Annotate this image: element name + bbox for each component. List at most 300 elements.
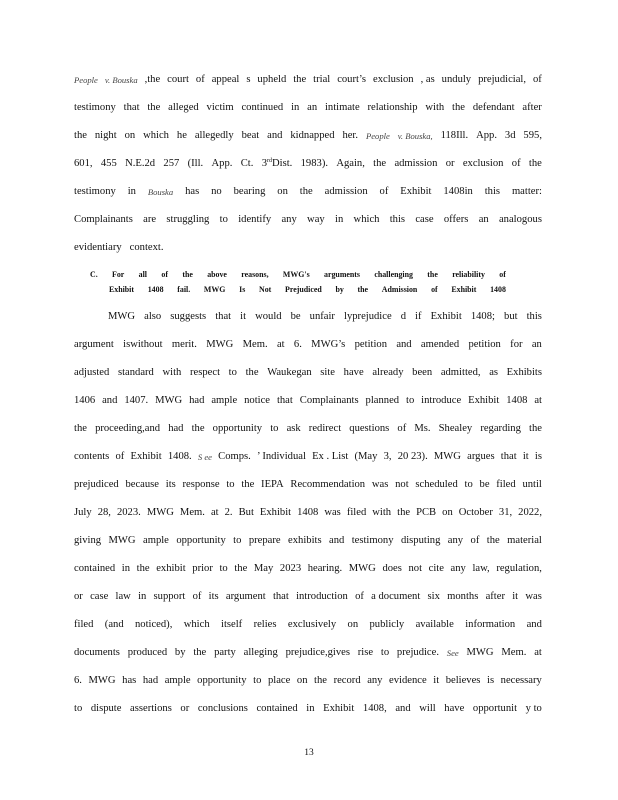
heading-word: the xyxy=(357,285,369,294)
word: at xyxy=(534,395,542,406)
word: evidence xyxy=(389,675,427,686)
word: , as xyxy=(420,74,435,85)
word: 6. xyxy=(293,339,302,350)
text-line xyxy=(74,73,542,87)
heading-word: all xyxy=(138,270,148,279)
word: opportunity xyxy=(212,423,263,434)
word: prejudiced xyxy=(74,479,119,490)
word: material xyxy=(507,535,542,546)
text-line xyxy=(74,646,542,660)
word: to xyxy=(226,479,235,490)
word: months xyxy=(447,591,479,602)
heading-word: of xyxy=(161,270,168,279)
word: be xyxy=(290,311,301,322)
word: admission xyxy=(324,186,368,197)
word: hearing. xyxy=(307,563,343,574)
word: which xyxy=(353,214,380,225)
word: MWG xyxy=(146,507,174,518)
word: after xyxy=(522,102,542,113)
word: evidentiary xyxy=(74,242,122,253)
word: MWG xyxy=(466,647,494,658)
word: that xyxy=(500,451,517,462)
word: 28, xyxy=(97,507,111,518)
word: suggests xyxy=(170,311,207,322)
word: July xyxy=(74,507,92,518)
text-line xyxy=(74,129,542,143)
word: questions xyxy=(349,423,390,434)
word: 1408. xyxy=(167,451,192,462)
heading-word: arguments xyxy=(324,270,360,279)
word: an xyxy=(478,214,489,225)
word: any xyxy=(281,214,297,225)
word: that xyxy=(123,102,140,113)
heading-line-2 xyxy=(109,285,506,295)
word: this xyxy=(526,311,542,322)
word: for xyxy=(510,339,523,350)
word: to xyxy=(380,647,390,658)
word: regulation, xyxy=(496,563,542,574)
word: testimony xyxy=(74,102,116,113)
word: 1408; xyxy=(470,311,495,322)
heading-word: MWG xyxy=(203,285,226,294)
word: s xyxy=(246,74,251,85)
word: testimony xyxy=(74,186,116,197)
word: the xyxy=(191,423,205,434)
word: have xyxy=(444,703,465,714)
word: of xyxy=(195,74,205,85)
word: noticed), xyxy=(135,619,173,630)
word: record xyxy=(333,675,361,686)
word: redirect xyxy=(308,423,342,434)
word: 2022, xyxy=(518,507,542,518)
word: MWG xyxy=(155,395,183,406)
word: in xyxy=(138,591,147,602)
word: court xyxy=(167,74,189,85)
word: with xyxy=(162,367,182,378)
word: is xyxy=(487,675,495,686)
heading-word: MWG's xyxy=(282,270,310,279)
word: documents xyxy=(74,647,120,658)
word: 2. xyxy=(224,507,233,518)
word: introduction xyxy=(296,591,348,602)
word: but xyxy=(504,311,518,322)
word: of xyxy=(379,186,389,197)
word: Ct. xyxy=(240,158,254,169)
heading-word: of xyxy=(499,270,506,279)
word: identify xyxy=(238,214,272,225)
word: People xyxy=(74,75,98,85)
word: App. xyxy=(211,158,233,169)
heading-word: For xyxy=(112,270,125,279)
word: (Ill. xyxy=(187,158,204,169)
word: exhibit xyxy=(156,563,186,574)
word: and xyxy=(267,130,283,141)
word: way xyxy=(307,214,325,225)
heading-letter: C. xyxy=(90,270,98,279)
word: has xyxy=(122,675,137,686)
heading-word: Is xyxy=(239,285,246,294)
word: merit. xyxy=(171,339,197,350)
word: offers xyxy=(443,214,469,225)
word: a document xyxy=(371,591,421,602)
word: with xyxy=(372,507,392,518)
word: proceeding,and xyxy=(95,423,161,434)
word: and xyxy=(102,395,118,406)
word: court’s xyxy=(337,74,367,85)
word: dispute xyxy=(90,703,122,714)
word: intimate xyxy=(324,102,360,113)
word: petition xyxy=(468,339,501,350)
word: an xyxy=(531,339,542,350)
word: if xyxy=(415,311,422,322)
word: in xyxy=(121,563,131,574)
word: 1408 xyxy=(297,507,319,518)
word: response xyxy=(182,479,220,490)
word: y to xyxy=(525,703,542,714)
word: its xyxy=(208,591,219,602)
word: the xyxy=(314,675,327,686)
word: on xyxy=(347,619,359,630)
word: 1408 xyxy=(506,395,528,406)
word: available xyxy=(415,619,454,630)
word: iswithout xyxy=(123,339,163,350)
heading-word: the xyxy=(427,270,438,279)
word: 6. xyxy=(74,675,82,686)
heading-word: Prejudiced xyxy=(285,285,322,294)
word: already xyxy=(372,367,404,378)
word: and xyxy=(396,339,412,350)
word: does xyxy=(382,563,402,574)
word: no xyxy=(211,186,222,197)
word: itself xyxy=(221,619,243,630)
word: scheduled xyxy=(415,479,458,490)
word: it xyxy=(240,311,247,322)
word: the xyxy=(136,563,150,574)
word: contents xyxy=(74,451,110,462)
word: to xyxy=(464,479,473,490)
word: opportunity xyxy=(176,535,226,546)
word: it xyxy=(522,451,529,462)
word: information xyxy=(465,619,516,630)
word: 3, xyxy=(383,451,392,462)
word: as xyxy=(489,367,499,378)
word: site xyxy=(320,367,336,378)
word: her. xyxy=(342,130,359,141)
word: at xyxy=(534,647,542,658)
word: exclusively xyxy=(287,619,337,630)
word: the xyxy=(147,102,161,113)
text-line xyxy=(74,213,542,227)
word: admitted, xyxy=(440,367,481,378)
section-heading-c xyxy=(90,270,506,294)
text-line xyxy=(74,506,542,520)
word: or xyxy=(74,591,83,602)
text-line xyxy=(74,338,542,352)
word: Complainants xyxy=(299,395,359,406)
word: PCB xyxy=(416,507,437,518)
word: (and xyxy=(104,619,124,630)
word: October xyxy=(458,507,493,518)
heading-word: by xyxy=(335,285,344,294)
heading-word: Exhibit xyxy=(451,285,477,294)
heading-word: above xyxy=(207,270,227,279)
word: upheld xyxy=(257,74,287,85)
word: six xyxy=(427,591,440,602)
word: matter: xyxy=(511,186,542,197)
text-line xyxy=(108,310,542,324)
word: have xyxy=(343,367,364,378)
heading-word: Admission xyxy=(381,285,418,294)
word: any xyxy=(450,563,466,574)
word: conclusions xyxy=(197,703,248,714)
word: law, xyxy=(472,563,490,574)
text-line xyxy=(74,618,542,632)
word: had xyxy=(168,423,184,434)
word: 1406 xyxy=(74,395,96,406)
word: ample xyxy=(143,535,169,546)
word: not xyxy=(408,563,423,574)
word: Shealey xyxy=(438,423,473,434)
word: in xyxy=(306,703,315,714)
word: of xyxy=(533,74,542,85)
word: struggling xyxy=(166,214,210,225)
heading-word: challenging xyxy=(374,270,413,279)
word: of xyxy=(115,451,125,462)
word: People xyxy=(365,131,390,141)
word: produced xyxy=(127,647,168,658)
heading-line-1 xyxy=(90,270,506,280)
word: on xyxy=(442,507,453,518)
word: MWG xyxy=(108,535,136,546)
word: Exhibit xyxy=(400,186,432,197)
word: that xyxy=(276,395,293,406)
word: to xyxy=(253,675,262,686)
word: 455 xyxy=(100,158,117,169)
word: Exhibit xyxy=(130,451,162,462)
word: was xyxy=(525,591,542,602)
word: standard xyxy=(117,367,154,378)
word: But xyxy=(238,507,254,518)
word: had xyxy=(142,675,159,686)
word: had xyxy=(189,395,205,406)
word: the xyxy=(193,647,207,658)
word: the xyxy=(74,423,87,434)
text-line xyxy=(74,394,542,408)
word: its xyxy=(165,479,176,490)
word: petition xyxy=(354,339,387,350)
word: argument xyxy=(74,339,114,350)
word: Bouska xyxy=(147,187,174,197)
word: MWG xyxy=(433,451,461,462)
text-line xyxy=(74,157,542,171)
word: 2023. xyxy=(116,507,141,518)
word: appeal xyxy=(211,74,240,85)
word: in xyxy=(127,186,136,197)
word: to xyxy=(270,423,279,434)
word: defendant xyxy=(472,102,515,113)
word: the xyxy=(452,102,465,113)
word: context. xyxy=(129,242,164,253)
word: Exhibits xyxy=(506,367,542,378)
word: argues xyxy=(467,451,495,462)
word: 1407. xyxy=(124,395,149,406)
text-line xyxy=(74,562,542,576)
word: cite xyxy=(428,563,444,574)
word: exclusion xyxy=(373,74,414,85)
word: contained xyxy=(74,563,116,574)
word: (May xyxy=(354,451,378,462)
word: publicly xyxy=(369,619,405,630)
word: assertions xyxy=(130,703,172,714)
word: been xyxy=(412,367,433,378)
word: admission xyxy=(394,158,438,169)
word: in xyxy=(291,102,300,113)
word: case xyxy=(90,591,109,602)
word: Again, xyxy=(336,158,365,169)
word: he xyxy=(176,130,187,141)
word: 595, xyxy=(523,130,542,141)
word: is xyxy=(534,451,542,462)
heading-word: fail. xyxy=(177,285,191,294)
word: the xyxy=(528,158,542,169)
word: IEPA xyxy=(261,479,284,490)
word: to xyxy=(219,563,228,574)
word: 31, xyxy=(498,507,513,518)
word: the xyxy=(245,367,259,378)
word: that xyxy=(215,311,232,322)
word: bearing xyxy=(233,186,266,197)
word: filed xyxy=(496,479,516,490)
word: Exhibit xyxy=(468,395,500,406)
word: Ex . List xyxy=(312,451,349,462)
word: See xyxy=(446,648,459,658)
page-number: 13 xyxy=(304,748,314,758)
word: rise xyxy=(357,647,374,658)
word: lyprejudice xyxy=(344,311,392,322)
word: Ms. xyxy=(414,423,431,434)
text-line xyxy=(74,534,542,548)
word: analogous xyxy=(498,214,542,225)
word: alleging xyxy=(243,647,278,658)
heading-word: 1408 xyxy=(147,285,164,294)
word: this xyxy=(389,214,406,225)
word: party xyxy=(214,647,236,658)
word: this xyxy=(484,186,501,197)
text-line xyxy=(74,478,542,492)
word: MWG xyxy=(88,675,116,686)
word: prejudice,gives xyxy=(285,647,350,658)
word: to xyxy=(74,703,83,714)
word: introduce xyxy=(421,395,462,406)
word: because xyxy=(125,479,159,490)
word: until xyxy=(522,479,542,490)
word: that xyxy=(272,591,289,602)
text-line xyxy=(74,590,542,604)
text-line xyxy=(74,450,542,464)
word: 601, xyxy=(74,158,93,169)
word: the xyxy=(529,423,542,434)
word: which xyxy=(143,130,169,141)
word: S ee xyxy=(197,452,212,462)
word: ’ Individual xyxy=(256,451,306,462)
word: was xyxy=(371,479,389,490)
word: relies xyxy=(253,619,277,630)
word: the xyxy=(373,158,387,169)
word: of xyxy=(397,423,407,434)
word: relationship xyxy=(367,102,418,113)
word: an xyxy=(307,102,318,113)
word: MWG xyxy=(108,311,136,322)
heading-word: of xyxy=(431,285,438,294)
word: the xyxy=(241,479,255,490)
word: Mem. xyxy=(242,339,268,350)
word: Comps. xyxy=(218,451,251,462)
word: or xyxy=(445,158,455,169)
word: Waukegan xyxy=(267,367,312,378)
heading-word: Exhibit xyxy=(109,285,134,294)
word: to xyxy=(406,395,415,406)
word: to xyxy=(233,535,242,546)
word: 3rdDist. xyxy=(261,158,293,169)
heading-word: reliability xyxy=(452,270,485,279)
heading-word: the xyxy=(182,270,193,279)
word: ,the xyxy=(144,74,161,85)
word: 2023 xyxy=(279,563,302,574)
word: prejudice. xyxy=(396,647,439,658)
word: on xyxy=(277,186,288,197)
word: and xyxy=(329,535,345,546)
word: to xyxy=(228,367,237,378)
word: Mem. xyxy=(501,647,527,658)
word: and xyxy=(395,703,411,714)
word: by xyxy=(174,647,186,658)
word: case xyxy=(415,214,434,225)
word: MWG’s xyxy=(311,339,346,350)
word: or xyxy=(180,703,190,714)
word: d xyxy=(400,311,406,322)
word: the xyxy=(234,563,248,574)
word: Complainants xyxy=(74,214,133,225)
word: on xyxy=(124,130,136,141)
word: the xyxy=(293,74,307,85)
word: believes xyxy=(445,675,481,686)
word: with xyxy=(425,102,445,113)
word: to xyxy=(219,214,228,225)
text-line xyxy=(74,241,542,255)
word: prepare xyxy=(248,535,281,546)
word: May xyxy=(253,563,274,574)
word: unfair xyxy=(309,311,335,322)
word: has xyxy=(185,186,200,197)
word: Mem. xyxy=(179,507,205,518)
word: of xyxy=(511,158,521,169)
word: testimony xyxy=(351,535,394,546)
word: Exhibit xyxy=(323,703,355,714)
word: on xyxy=(296,675,308,686)
text-line xyxy=(74,422,542,436)
word: exhibits xyxy=(288,535,322,546)
word: Exhibit xyxy=(430,311,462,322)
word: 20 23). xyxy=(397,451,428,462)
word: at xyxy=(276,339,285,350)
word: of xyxy=(470,535,480,546)
heading-word: Not xyxy=(259,285,272,294)
word: disputing xyxy=(400,535,441,546)
word: 257 xyxy=(163,158,180,169)
text-line xyxy=(74,185,542,199)
word: Exhibit xyxy=(259,507,292,518)
word: prejudicial, xyxy=(478,74,527,85)
